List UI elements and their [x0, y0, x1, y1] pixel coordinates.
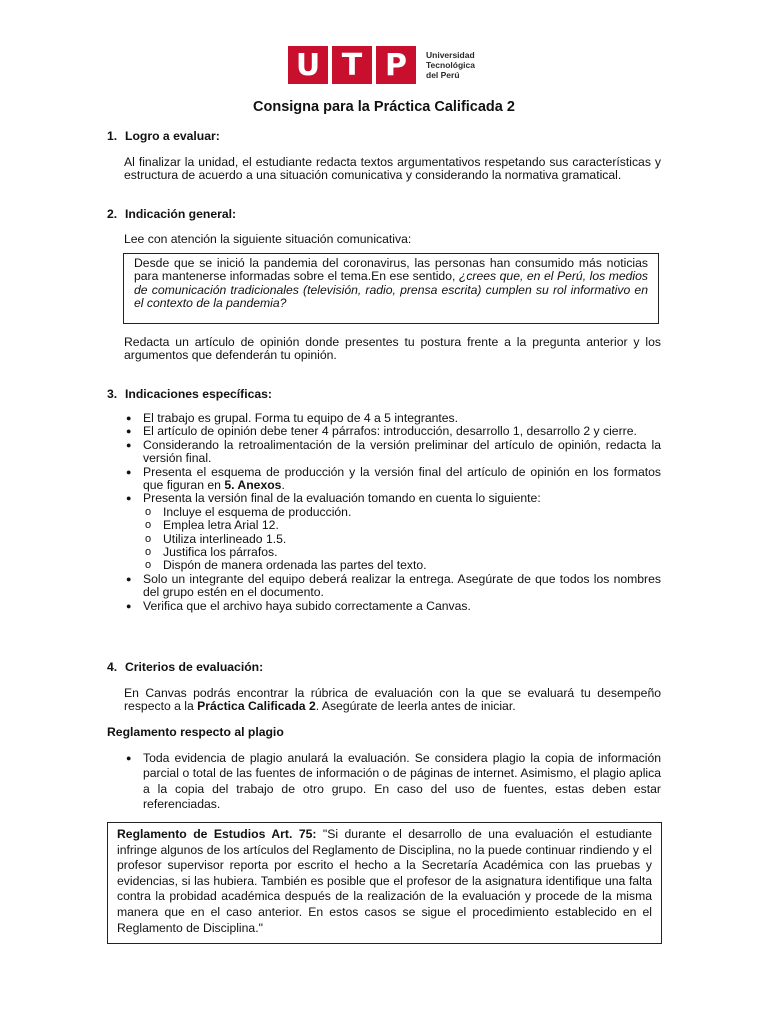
- logo-letter-u: U: [288, 46, 328, 84]
- section-2-heading: 2. Indicación general:: [107, 207, 237, 221]
- logo-letter-t: T: [332, 46, 372, 84]
- document-title: Consigna para la Práctica Calificada 2: [253, 99, 515, 115]
- list-item: o Justifica los párrafos.: [143, 546, 661, 559]
- list-item: o Utiliza interlineado 1.5.: [143, 533, 661, 546]
- question-italic: ¿crees que, en el Perú, los medios de comunicación tradicionales (televisión, radio, prensa escrita) cumplen su rol informativo en el contexto de la pandemia?: [134, 269, 649, 311]
- section-1-text: Al finalizar la unidad, el estudiante redacta textos argumentativos respetando sus características y estructura de acuerdo a una situación comunicativa y considerando la normativa gramatical.: [124, 155, 661, 183]
- logo-university-name: Universidad Tecnológica del Perú: [426, 50, 475, 80]
- regulation-article: Reglamento de Estudios Art. 75:: [117, 827, 317, 841]
- section-4-text: En Canvas podrás encontrar la rúbrica de evaluación con la que se evaluará tu desempeño respecto a la Práctica Calificada 2. Asegúrate de leerla antes de iniciar.: [124, 686, 661, 714]
- plagiarism-heading: Reglamento respecto al plagio: [107, 725, 284, 739]
- utp-logo: [288, 46, 475, 84]
- list-item: ● Presenta el esquema de producción y la versión final del artículo de opinión en los formatos que figuran en 5. Anexos.: [124, 466, 661, 493]
- logo-letter-p: P: [376, 46, 416, 84]
- list-item: o Emplea letra Arial 12.: [143, 519, 661, 532]
- list-item: ● El artículo de opinión debe tener 4 párrafos: introducción, desarrollo 1, desarrollo 2 y cierre.: [124, 425, 661, 438]
- format-requirements-list: [143, 506, 661, 573]
- list-item: ● El trabajo es grupal. Forma tu equipo de 4 a 5 integrantes.: [124, 412, 661, 425]
- section-4-heading: 4. Criterios de evaluación:: [107, 660, 264, 674]
- list-item: ● Toda evidencia de plagio anulará la evaluación. Se considera plagio la copia de información parcial o total de las fuentes de información o de páginas de internet. Asimismo, el plagio aplica a la copia del trabajo de otro grupo. En caso del uso de fuentes, estas deben estar referenciadas.: [124, 751, 661, 813]
- specific-instructions-list: [124, 412, 661, 613]
- plagiarism-list: [124, 751, 661, 813]
- section-2-instruction: Redacta un artículo de opinión donde presentes tu postura frente a la pregunta anterior y los argumentos que defenderán tu opinión.: [124, 335, 661, 363]
- section-3-heading: 3. Indicaciones específicas:: [107, 387, 272, 401]
- section-1-heading: 1. Logro a evaluar:: [107, 129, 220, 143]
- list-item: ● Verifica que el archivo haya subido correctamente a Canvas.: [124, 600, 661, 613]
- regulation-box: Reglamento de Estudios Art. 75: "Si durante el desarrollo de una evaluación el estudiante infringe algunos de los artículos del Reglamento de Disciplina, no la puede continuar rindiendo y el profesor supervisor reporta por escrito el hecho a la Secretaría Académica con las pruebas y evidencias, si las hubiera. También es posible que el profesor de la asignatura identifique una falta contra la probidad académica después de la realización de la evaluación y procede de la misma manera que en el caso anterior. En estos casos se sigue el procedimiento establecido en el Reglamento de Disciplina.": [107, 822, 662, 944]
- list-item: ● Considerando la retroalimentación de la versión preliminar del artículo de opinión, redacta la versión final.: [124, 439, 661, 466]
- list-item: ● Presenta la versión final de la evaluación tomando en cuenta lo siguiente: o Incluye el esquema de producción. o Emplea letra Arial 12. o Utiliza interlineado 1.5. o Justifica los párrafos. o Dispón de manera ordenada las partes del texto.: [124, 492, 661, 572]
- section-2-intro: Lee con atención la siguiente situación comunicativa:: [124, 232, 412, 246]
- communicative-situation-box: Desde que se inició la pandemia del coronavirus, las personas han consumido más noticias para mantenerse informadas sobre el tema.En ese sentido, ¿crees que, en el Perú, los medios de comunicación tradicionales (televisión, radio, prensa escrita) cumplen su rol informativo en el contexto de la pandemia?: [123, 253, 659, 324]
- list-item: o Incluye el esquema de producción.: [143, 506, 661, 519]
- list-item: o Dispón de manera ordenada las partes del texto.: [143, 559, 661, 572]
- list-item: ● Solo un integrante del equipo deberá realizar la entrega. Asegúrate de que todos los nombres del grupo estén en el documento.: [124, 573, 661, 600]
